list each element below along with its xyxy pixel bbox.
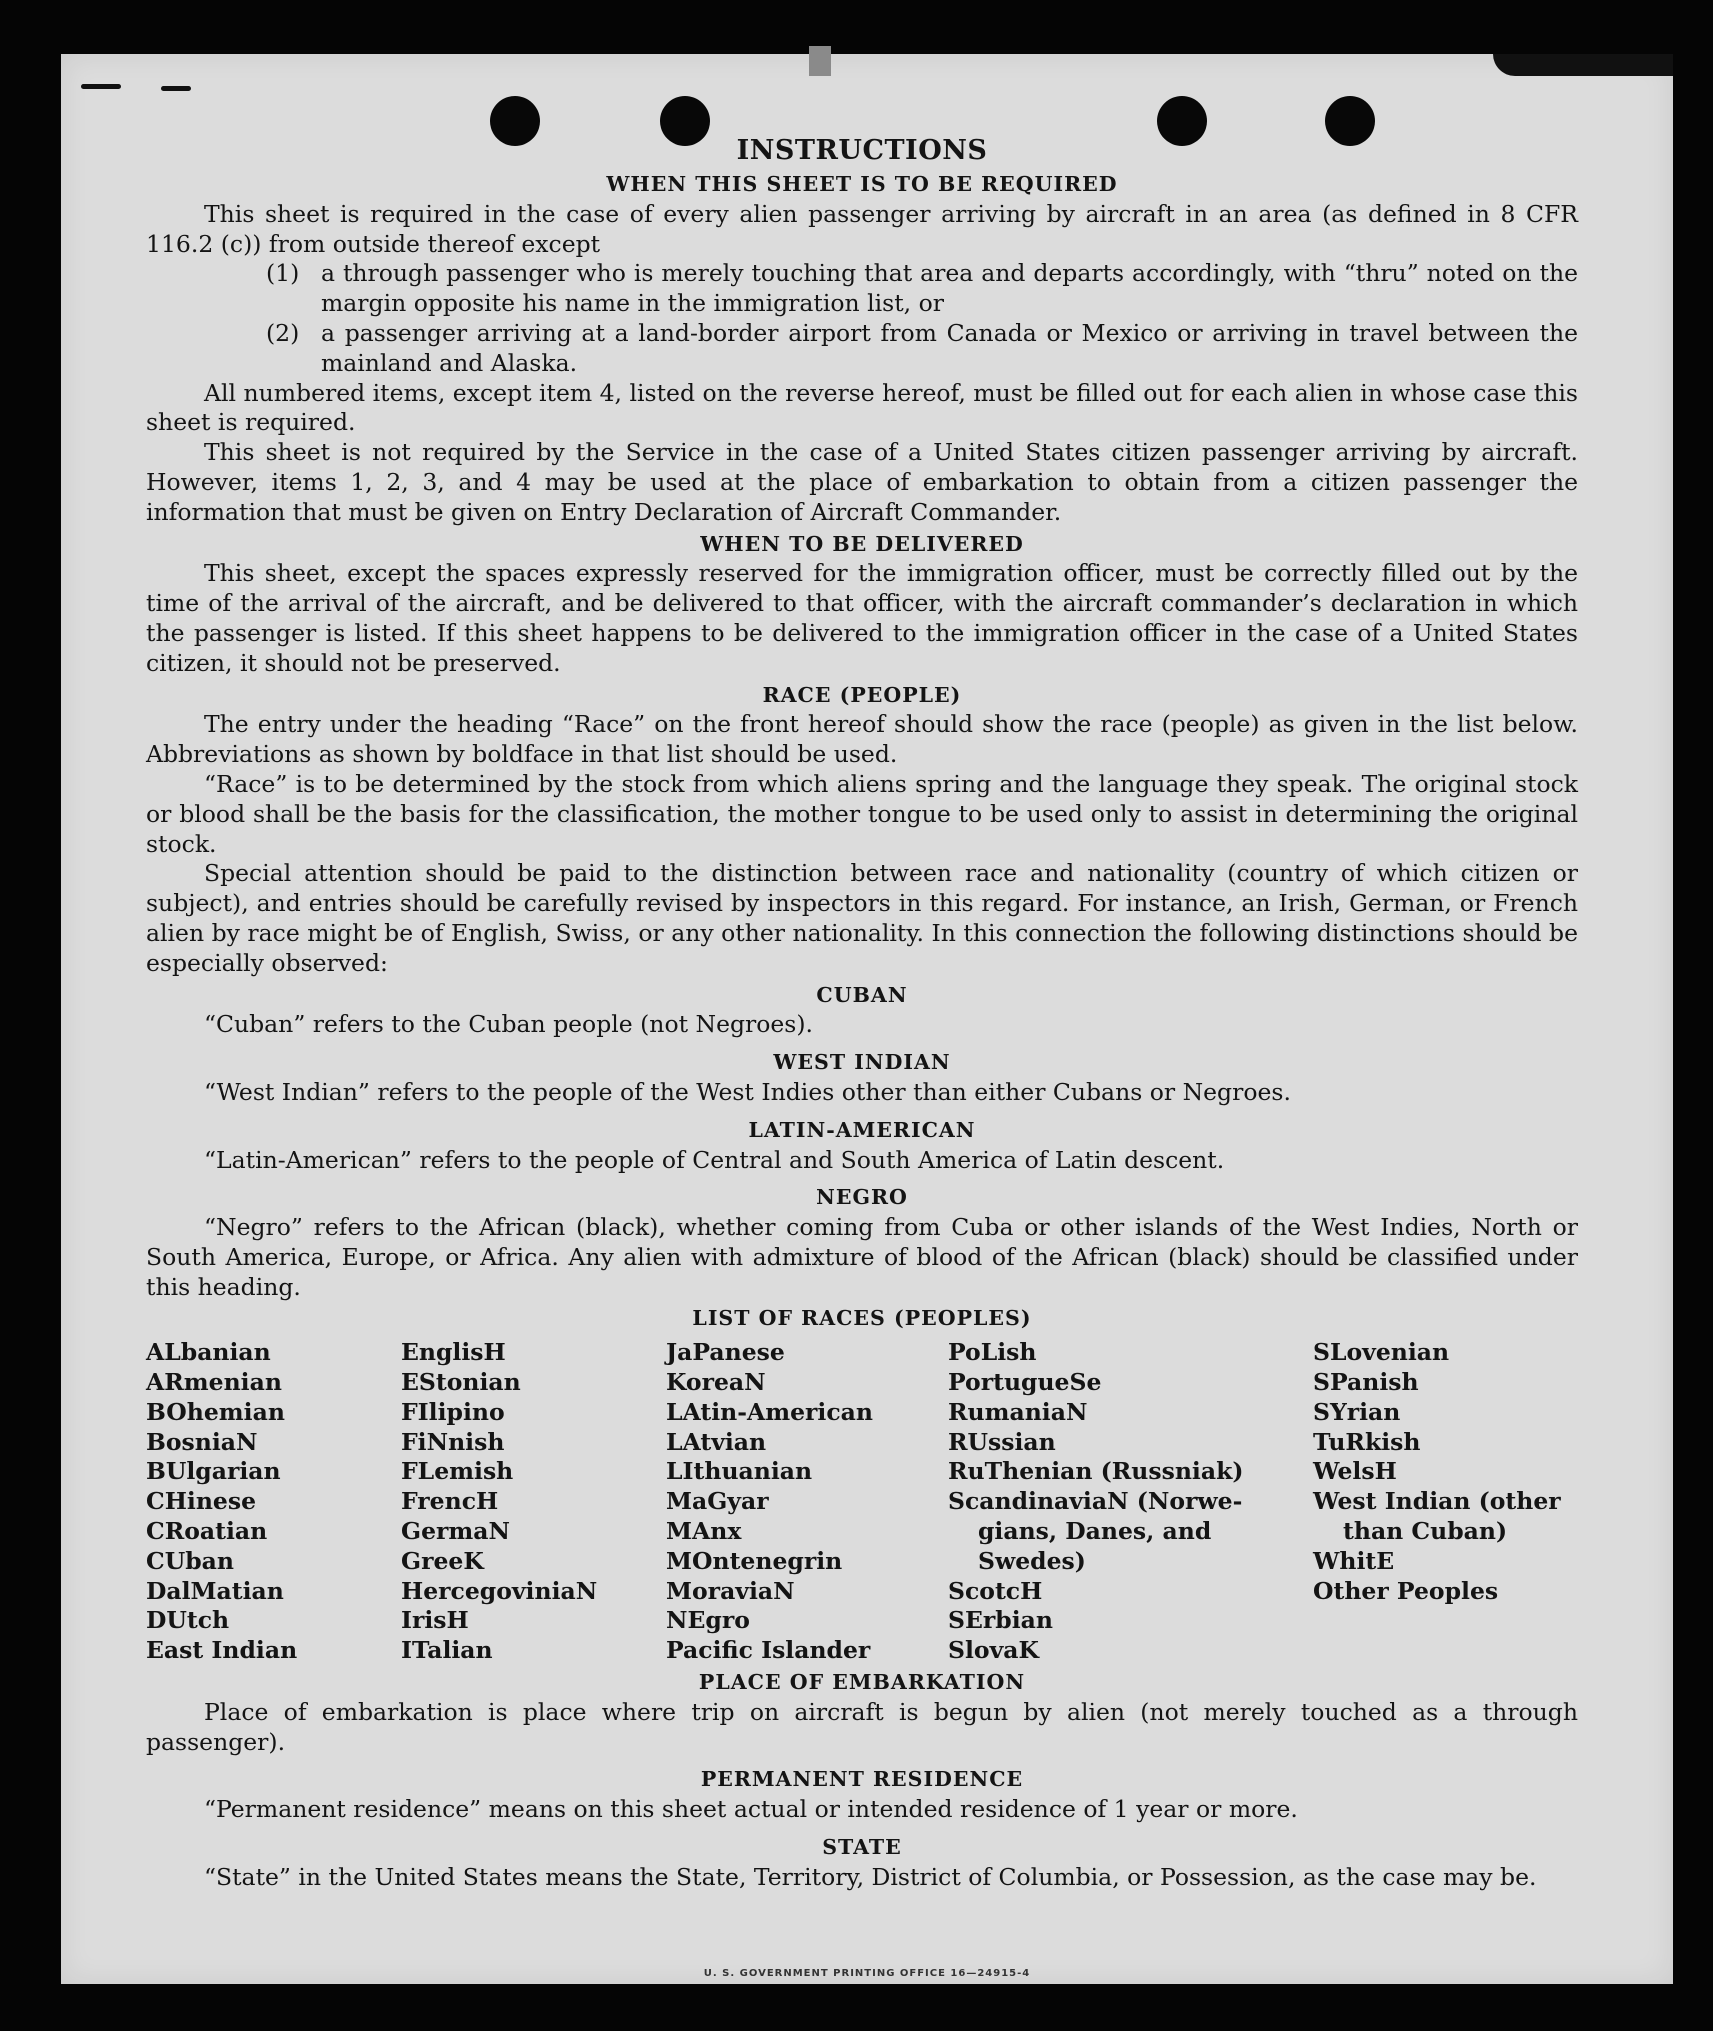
race-entry: GermaN	[401, 1517, 510, 1546]
race-entry: ITalian	[401, 1636, 493, 1665]
race-entry: Pacific Islander	[666, 1636, 871, 1665]
page-title: INSTRUCTIONS	[736, 135, 988, 166]
paragraph: This sheet is not required by the Service in the case of a United States citizen passenger arriving by aircraft. However, items 1, 2, 3, and 4 may be used at the place of embarkation to obtain from a citizen passenger the information that must be given on Entry Declaration of Aircraft Commander.	[146, 438, 1578, 526]
race-entry: FrencH	[401, 1487, 499, 1516]
races-column	[948, 1338, 1313, 1666]
race-entry: MAnx	[666, 1517, 742, 1546]
race-entry: TuRkish	[1313, 1427, 1421, 1456]
race-entry: EStonian	[401, 1368, 521, 1397]
race-entry: MoraviaN	[666, 1576, 795, 1605]
race-entry: HercegoviniaN	[401, 1576, 598, 1605]
race-entry: LAtvian	[666, 1427, 767, 1456]
torn-corner-mark	[1493, 54, 1673, 76]
race-entry: West Indian (other	[1313, 1487, 1561, 1516]
paragraph: “Race” is to be determined by the stock from which aliens spring and the language they speak. The original stock or blood shall be the basis for the classification, the mother tongue to be used only to assist in determining the original stock.	[146, 769, 1578, 858]
race-entry: CRoatian	[146, 1517, 268, 1546]
section-heading: NEGRO	[816, 1185, 908, 1210]
section-heading: CUBAN	[816, 982, 908, 1007]
races-column	[401, 1338, 666, 1666]
race-entry: MaGyar	[666, 1487, 769, 1516]
list-item-number: (2)	[266, 318, 300, 347]
race-entry: FLemish	[401, 1457, 514, 1486]
race-entry: gians, Danes, and	[978, 1517, 1212, 1546]
race-entry: KoreaN	[666, 1368, 766, 1397]
paragraph: “Permanent residence” means on this sheet actual or intended residence of 1 year or more.	[204, 1795, 1298, 1824]
paragraph: “State” in the United States means the State, Territory, District of Columbia, or Possession, as the case may be.	[204, 1862, 1537, 1891]
section-heading: RACE (PEOPLE)	[762, 682, 962, 707]
section-heading: PLACE OF EMBARKATION	[698, 1670, 1026, 1695]
race-entry: WhitE	[1313, 1546, 1395, 1575]
list-item	[146, 319, 1578, 379]
paragraph: The entry under the heading “Race” on the front hereof should show the race (people) as given in the list below. Abbreviations as shown by boldface in that list should be used.	[146, 710, 1578, 769]
race-entry: SLovenian	[1313, 1338, 1450, 1367]
section-heading: WEST INDIAN	[773, 1050, 951, 1075]
paragraph: Special attention should be paid to the distinction between race and nationality (country of which citizen or subject), and entries should be carefully revised by inspectors in this regard. For instance, an Irish, German, or French alien by race might be of English, Swiss, or any other nationality. In this connection the following distinctions should be especially observed:	[146, 859, 1578, 977]
races-column	[1313, 1338, 1578, 1666]
race-entry: SlovaK	[948, 1636, 1039, 1665]
race-entry: BUlgarian	[146, 1457, 281, 1486]
race-entry: than Cuban)	[1343, 1517, 1508, 1546]
race-entry: SErbian	[948, 1606, 1053, 1635]
race-entry: WelsH	[1313, 1457, 1397, 1486]
paragraph: “West Indian” refers to the people of the West Indies other than either Cubans or Negroes.	[204, 1077, 1291, 1106]
staple-mark	[809, 46, 831, 76]
printer-imprint: U. S. GOVERNMENT PRINTING OFFICE 16—24915-4	[703, 1968, 1031, 1979]
race-entry: ScotcH	[948, 1576, 1043, 1605]
races-list	[146, 1338, 1578, 1666]
instructions-content	[146, 134, 1578, 1893]
race-entry: DalMatian	[146, 1576, 284, 1605]
race-entry: MOntenegrin	[666, 1546, 843, 1575]
race-entry: DUtch	[146, 1606, 230, 1635]
race-entry: PortugueSe	[948, 1368, 1102, 1397]
paragraph: “Negro” refers to the African (black), whether coming from Cuba or other islands of the West Indies, North or South America, Europe, or Africa. Any alien with admixture of blood of the African (black) should be classified under this heading.	[146, 1213, 1578, 1301]
smudge-mark	[81, 84, 121, 89]
race-entry: CHinese	[146, 1487, 257, 1516]
race-entry: FiNnish	[401, 1427, 505, 1456]
race-entry: RumaniaN	[948, 1397, 1088, 1426]
race-entry: SPanish	[1313, 1368, 1419, 1397]
race-entry: LIthuanian	[666, 1457, 813, 1486]
race-entry: East Indian	[146, 1636, 298, 1665]
paragraph: This sheet is required in the case of every alien passenger arriving by aircraft in an area (as defined in 8 CFR 116.2 (c)) from outside thereof except	[146, 199, 1578, 258]
race-entry: GreeK	[401, 1546, 484, 1575]
list-item-text: a through passenger who is merely touching that area and departs accordingly, with “thru” noted on the margin opposite his name in the immigration list, or	[321, 259, 1578, 318]
race-entry: ALbanian	[146, 1338, 271, 1367]
race-entry: ScandinaviaN (Norwe-	[948, 1487, 1243, 1516]
race-entry: PoLish	[948, 1338, 1037, 1367]
list-item	[146, 259, 1578, 319]
section-heading: PERMANENT RESIDENCE	[700, 1767, 1024, 1792]
race-entry: RuThenian (Russniak)	[948, 1457, 1244, 1486]
race-entry: CUban	[146, 1546, 234, 1575]
section-heading: WHEN THIS SHEET IS TO BE REQUIRED	[606, 172, 1118, 196]
race-entry: SYrian	[1313, 1397, 1401, 1426]
smudge-mark	[161, 86, 191, 91]
race-entry: Swedes)	[978, 1546, 1086, 1575]
race-entry: IrisH	[401, 1606, 469, 1635]
race-entry: BosniaN	[146, 1427, 258, 1456]
paragraph: “Cuban” refers to the Cuban people (not Negroes).	[204, 1010, 814, 1039]
races-column	[146, 1338, 401, 1666]
paragraph: This sheet, except the spaces expressly reserved for the immigration officer, must be correctly filled out by the time of the arrival of the aircraft, and be delivered to that officer, with the aircraft commander’s declaration in which the passenger is listed. If this sheet happens to be delivered to the immigration officer in the case of a United States citizen, it should not be preserved.	[146, 559, 1578, 677]
list-item-text: a passenger arriving at a land-border airport from Canada or Mexico or arriving in travel between the mainland and Alaska.	[321, 318, 1578, 377]
race-entry: ARmenian	[146, 1368, 282, 1397]
paragraph: “Latin-American” refers to the people of Central and South America of Latin descent.	[204, 1145, 1225, 1174]
list-item-number: (1)	[266, 259, 300, 288]
race-entry: Other Peoples	[1313, 1576, 1499, 1605]
paragraph: Place of embarkation is place where trip on aircraft is begun by alien (not merely touched as a through passenger).	[146, 1697, 1578, 1756]
race-entry: JaPanese	[666, 1338, 785, 1367]
race-entry: EnglisH	[401, 1338, 506, 1367]
section-heading: LATIN-AMERICAN	[748, 1117, 976, 1142]
race-entry: FIlipino	[401, 1397, 505, 1426]
section-heading: STATE	[822, 1835, 902, 1860]
race-entry: NEgro	[666, 1606, 750, 1635]
races-column	[666, 1338, 948, 1666]
race-entry: BOhemian	[146, 1397, 285, 1426]
section-heading: LIST OF RACES (PEOPLES)	[692, 1306, 1032, 1331]
race-entry: LAtin-American	[666, 1397, 873, 1426]
document-page	[61, 54, 1673, 1984]
race-entry: RUssian	[948, 1427, 1056, 1456]
paragraph: All numbered items, except item 4, listed on the reverse hereof, must be filled out for each alien in whose case this sheet is required.	[146, 378, 1578, 437]
section-heading: WHEN TO BE DELIVERED	[700, 531, 1024, 556]
